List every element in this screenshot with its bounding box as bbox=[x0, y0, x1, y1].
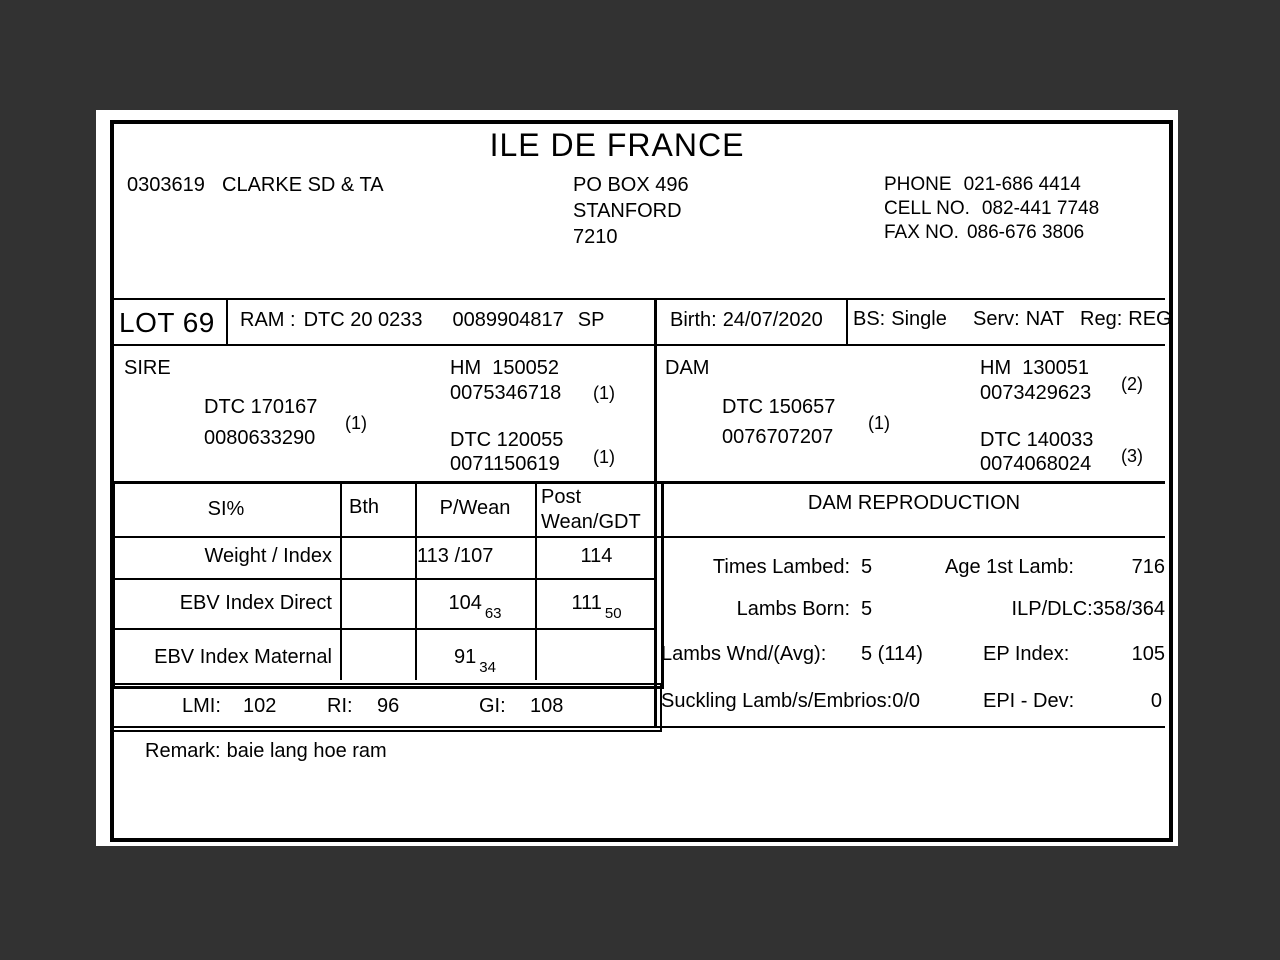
times-lambed-label: Times Lambed: bbox=[712, 556, 850, 578]
serv-label: Serv: bbox=[973, 308, 1020, 330]
row-weight-pwean: 113 /107 bbox=[417, 545, 494, 567]
ep-index-label: EP Index: bbox=[983, 643, 1070, 665]
remark-label: Remark: bbox=[145, 740, 221, 762]
gi-label: GI: bbox=[479, 695, 506, 717]
row-weight-post: 114 bbox=[580, 545, 613, 567]
sire-grandsire-gen: (1) bbox=[593, 383, 615, 403]
dam-granddam-gen: (3) bbox=[1121, 446, 1143, 466]
sire-section-label: SIRE bbox=[124, 357, 171, 379]
lot-number: LOT 69 bbox=[119, 307, 215, 338]
ri-label: RI: bbox=[327, 695, 353, 717]
address-line-2: STANFORD bbox=[573, 200, 682, 222]
dam-granddam-number: 0074068024 bbox=[980, 453, 1092, 475]
remark-text: baie lang hoe ram bbox=[226, 740, 387, 762]
si-table-row2-line bbox=[115, 578, 655, 580]
sire-gen: (1) bbox=[345, 413, 367, 433]
dam-number: 0076707207 bbox=[722, 426, 834, 448]
row-ebvdirect-pwean bbox=[415, 592, 535, 622]
reg-value: REG bbox=[1128, 308, 1172, 330]
si-table-row1-line bbox=[115, 536, 655, 538]
si-header: SI% bbox=[207, 498, 245, 520]
suckling-label: Suckling Lamb/s/Embrios: bbox=[661, 690, 893, 712]
bs-label: BS: bbox=[853, 308, 886, 330]
dam-gen: (1) bbox=[868, 413, 890, 433]
remark-line bbox=[145, 740, 387, 763]
lambs-weaned-value: 5 (114) bbox=[861, 643, 923, 665]
divider-lotrow-bottom bbox=[110, 344, 1165, 346]
bth-header: Bth bbox=[349, 496, 380, 518]
postwean-header-line1: Post bbox=[541, 486, 582, 508]
ram-name: DTC 20 0233 bbox=[303, 309, 423, 331]
breed-title: ILE DE FRANCE bbox=[489, 127, 745, 163]
ebvdirect-pwean-accuracy: 63 bbox=[484, 605, 502, 622]
sire-number: 0080633290 bbox=[204, 427, 316, 449]
ilp-dlc-group bbox=[955, 598, 1165, 621]
ebvdirect-post-accuracy: 50 bbox=[604, 605, 622, 622]
dam-granddam-name: DTC 140033 bbox=[980, 429, 1094, 451]
ram-number: 0089904817 bbox=[452, 309, 564, 331]
times-lambed-value: 5 bbox=[861, 556, 873, 578]
ilp-dlc-value: 358/364 bbox=[1092, 598, 1165, 620]
ram-identification bbox=[240, 309, 604, 332]
age-1st-lamb-value: 716 bbox=[1131, 556, 1165, 578]
member-number: 0303619 bbox=[127, 174, 205, 196]
ebvdirect-pwean-value: 104 bbox=[448, 592, 482, 614]
row-ebvdirect-post bbox=[535, 592, 658, 622]
serv-value: NAT bbox=[1025, 308, 1065, 330]
cell-value: 082-441 7748 bbox=[981, 198, 1100, 219]
owner-name: CLARKE SD & TA bbox=[222, 174, 384, 196]
address-line-1: PO BOX 496 bbox=[573, 174, 689, 196]
fax-value: 086-676 3806 bbox=[966, 222, 1085, 243]
si-table-col3-line bbox=[535, 484, 537, 680]
postwean-header-line2: Wean/GDT bbox=[541, 511, 641, 533]
epi-dev-value: 0 bbox=[1150, 690, 1162, 712]
dam-name: DTC 150657 bbox=[722, 396, 836, 418]
dam-section-label: DAM bbox=[665, 357, 710, 379]
sire-name: DTC 170167 bbox=[204, 396, 318, 418]
sire-grandsire-name: HM 150052 bbox=[450, 357, 559, 379]
lmi-label: LMI: bbox=[182, 695, 221, 717]
phone-value: 021-686 4414 bbox=[963, 174, 1081, 195]
address-line-3: 7210 bbox=[573, 226, 618, 248]
birth-label: Birth: bbox=[670, 309, 717, 331]
lambs-born-value: 5 bbox=[861, 598, 873, 620]
ebvmaternal-pwean-accuracy: 34 bbox=[479, 659, 496, 676]
cell-line bbox=[884, 198, 1099, 220]
lambs-born-label: Lambs Born: bbox=[736, 598, 850, 620]
lmi-value: 102 bbox=[243, 695, 277, 717]
gi-value: 108 bbox=[530, 695, 564, 717]
row-ebvmaternal-label: EBV Index Maternal bbox=[154, 646, 332, 668]
ebvmaternal-pwean-value: 91 bbox=[454, 646, 477, 668]
divider-lot-ram bbox=[226, 298, 228, 346]
sire-granddam-gen: (1) bbox=[593, 447, 615, 467]
age-1st-lamb-label: Age 1st Lamb: bbox=[945, 556, 1074, 578]
divider-birth-bs bbox=[846, 298, 848, 346]
dam-grandsire-name: HM 130051 bbox=[980, 357, 1089, 379]
lambs-weaned-label: Lambs Wnd/(Avg): bbox=[661, 643, 827, 665]
ram-label: RAM : bbox=[240, 309, 296, 331]
epi-dev-label: EPI - Dev: bbox=[983, 690, 1075, 712]
birth-date-group bbox=[670, 309, 823, 332]
bs-value: Single bbox=[891, 308, 947, 330]
ebvdirect-post-value: 111 bbox=[571, 592, 602, 614]
suckling-value: 0/0 bbox=[892, 690, 921, 712]
phone-line bbox=[884, 174, 1081, 196]
birth-value: 24/07/2020 bbox=[722, 309, 823, 331]
ri-value: 96 bbox=[377, 695, 400, 717]
cell-label: CELL NO. bbox=[884, 198, 970, 219]
si-table-col1-line bbox=[340, 484, 342, 680]
si-table-row3-line bbox=[115, 628, 655, 630]
ram-flag: SP bbox=[577, 309, 605, 331]
row-weight-label: Weight / Index bbox=[204, 545, 332, 567]
service-group bbox=[973, 308, 1064, 331]
sire-granddam-number: 0071150619 bbox=[450, 453, 560, 475]
fax-label: FAX NO. bbox=[884, 222, 959, 243]
row-ebvmaternal-pwean bbox=[415, 646, 535, 676]
row-ebvdirect-label: EBV Index Direct bbox=[179, 592, 332, 614]
sire-grandsire-number: 0075346718 bbox=[450, 382, 562, 404]
ilp-dlc-label: ILP/DLC: bbox=[1011, 598, 1093, 620]
dam-repro-title: DAM REPRODUCTION bbox=[807, 492, 1021, 514]
reg-label: Reg: bbox=[1080, 308, 1123, 330]
dam-repro-title-line bbox=[657, 536, 1165, 538]
fax-line bbox=[884, 222, 1084, 244]
sire-granddam-name: DTC 120055 bbox=[450, 429, 564, 451]
pwean-header: P/Wean bbox=[439, 497, 511, 519]
phone-label: PHONE bbox=[884, 174, 952, 195]
birth-status-group bbox=[853, 308, 947, 331]
registration-group bbox=[1080, 308, 1172, 331]
ep-index-value: 105 bbox=[1131, 643, 1165, 665]
suckling-group bbox=[661, 690, 920, 713]
dam-grandsire-gen: (2) bbox=[1121, 374, 1143, 394]
dam-grandsire-number: 0073429623 bbox=[980, 382, 1092, 404]
divider-header-bottom bbox=[110, 298, 1165, 300]
